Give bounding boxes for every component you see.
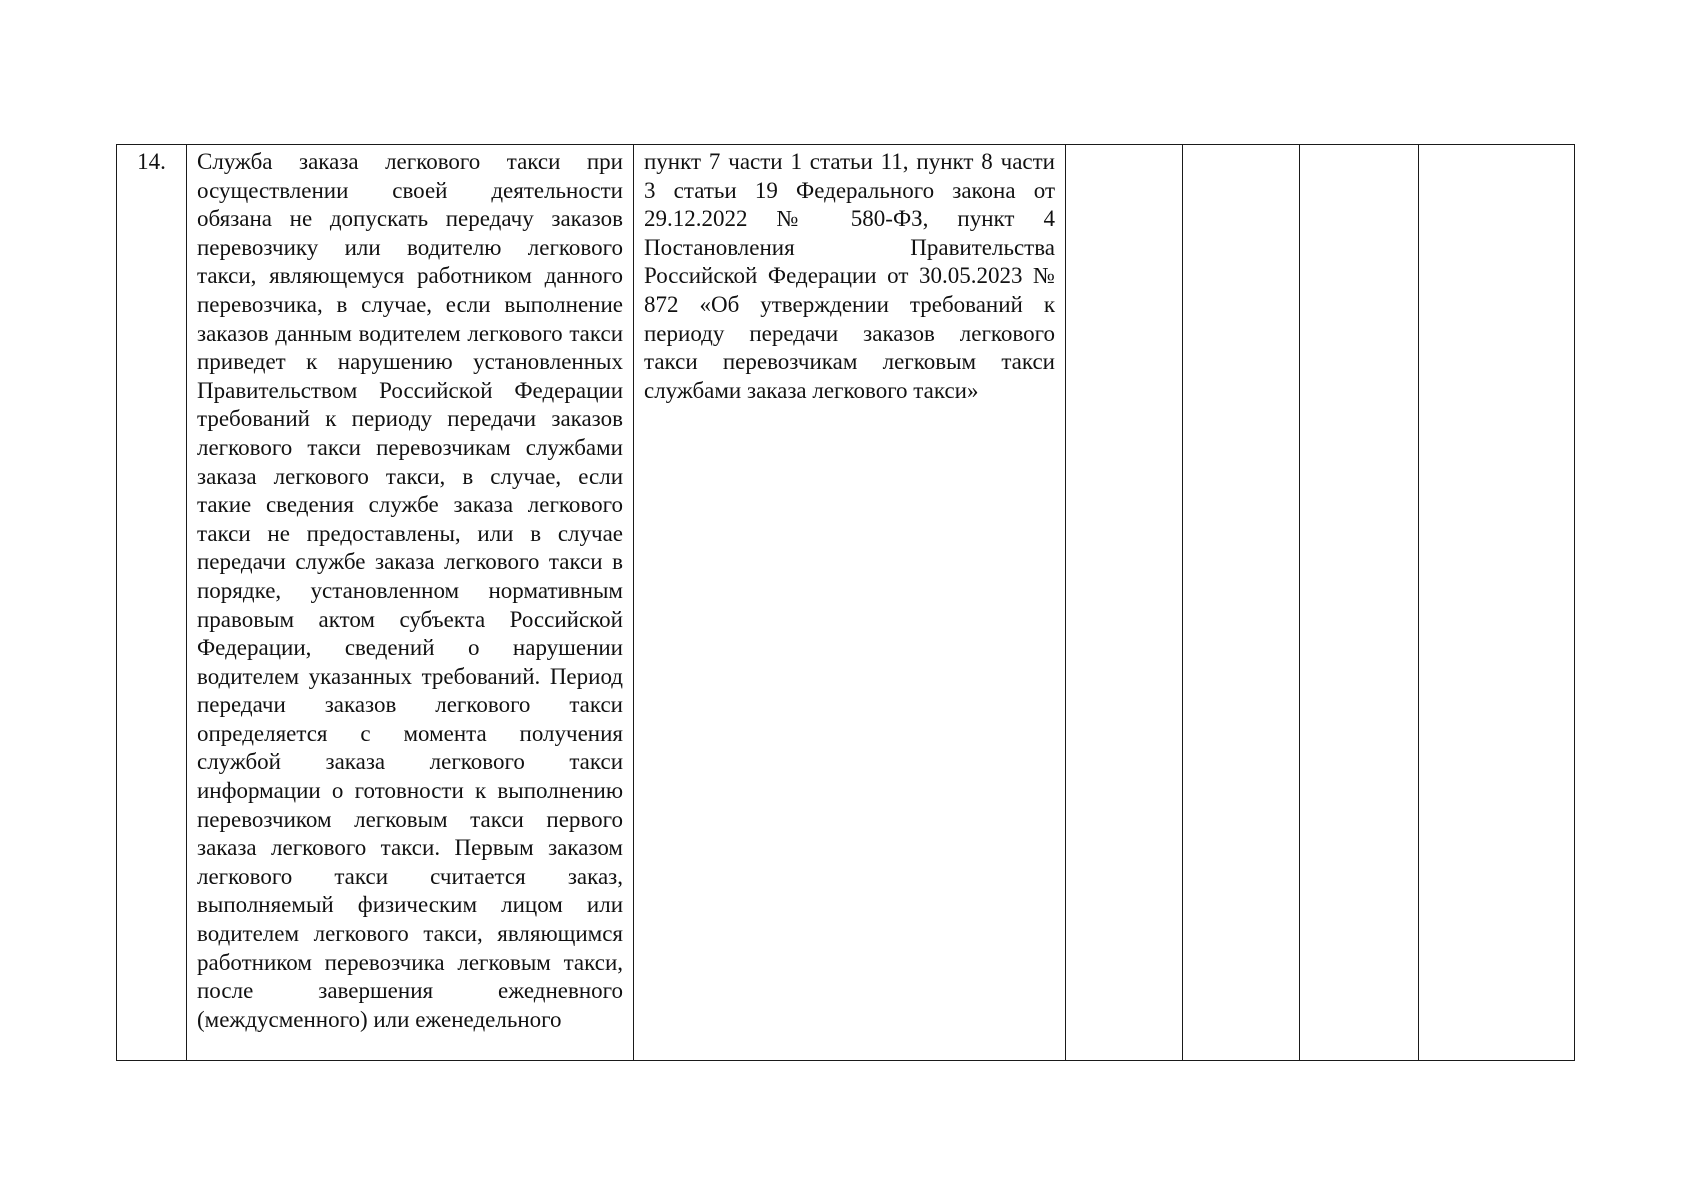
empty-cell-4 <box>1066 145 1183 1061</box>
requirement-text: Служба заказа легкового такси при осуществлении своей деятельности обязана не допускать передачу заказов перевозчику или водителю легкового такси, являющемуся работником данного перевозчика, в случае, если выполнение заказов данным водителем легкового такси приведет к нарушению установленных Правительством Российской Федерации требований к периоду передачи заказов легкового такси перевозчикам службами заказа легкового такси, в случае, если такие сведения службе заказа легкового такси не предоставлены, или в случае передачи службе заказа легкового такси в порядке, установленном нормативным правовым актом субъекта Российской Федерации, сведений о нарушении водителем указанных требований. Период передачи заказов легкового такси определяется с момента получения службой заказа легкового такси информации о готовности к выполнению перевозчиком легковым такси первого заказа легкового такси. Первым заказом легкового такси считается заказ, выполняемый физическим лицом или водителем легкового такси, являющимся работником перевозчика легковым такси, после завершения ежедневного (междусменного) или еженедельного <box>197 149 623 1032</box>
cell-7-text <box>1419 145 1574 148</box>
table-row <box>117 145 1575 1061</box>
empty-cell-6 <box>1300 145 1419 1061</box>
empty-cell-5 <box>1183 145 1300 1061</box>
cell-5-text <box>1183 145 1299 148</box>
cell-6-text <box>1300 145 1418 148</box>
legal-reference-text: пункт 7 части 1 статьи 11, пункт 8 части 3 статьи 19 Федерального закона от 29.12.2022 № 580-ФЗ, пункт 4 Постановления Правительства Российской Федерации от 30.05.2023 № 872 «Об утверждении требований к периоду передачи заказов легкового такси перевозчикам легковым такси службами заказа легкового такси» <box>644 149 1055 403</box>
legal-reference-cell <box>634 145 1066 1061</box>
row-number-cell <box>117 145 187 1061</box>
row-number: 14. <box>137 149 166 174</box>
cell-4-text <box>1066 145 1182 148</box>
requirement-cell <box>187 145 634 1061</box>
empty-cell-7 <box>1419 145 1575 1061</box>
requirements-table <box>116 144 1575 1061</box>
